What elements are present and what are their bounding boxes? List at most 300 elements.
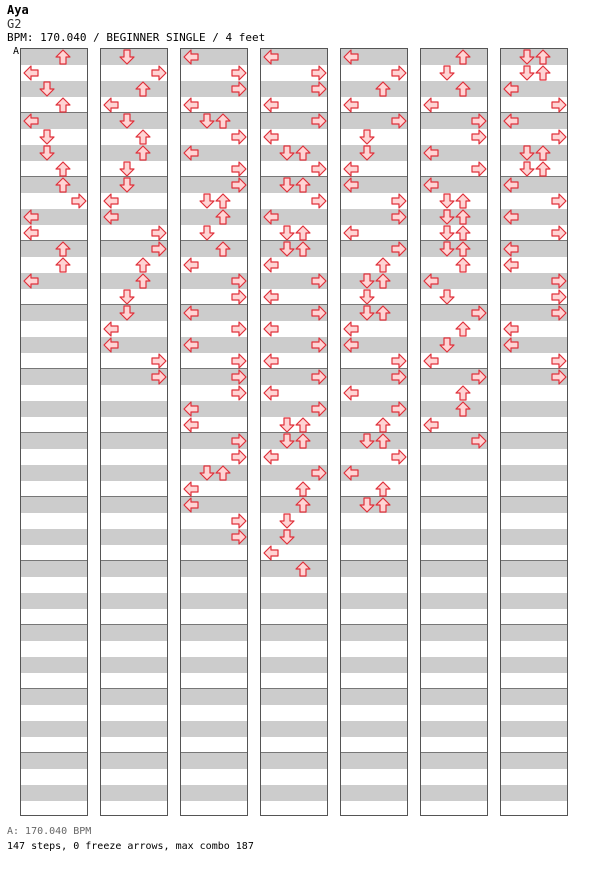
beat-band — [341, 657, 407, 673]
beat-band — [21, 785, 87, 801]
beat-band — [501, 497, 567, 513]
up-arrow-icon — [55, 161, 71, 177]
right-arrow-icon — [471, 113, 487, 129]
beat-band — [101, 433, 167, 449]
left-arrow-icon — [343, 161, 359, 177]
beat-band — [421, 721, 487, 737]
left-arrow-icon — [263, 49, 279, 65]
up-arrow-icon — [455, 401, 471, 417]
left-arrow-icon — [343, 465, 359, 481]
left-arrow-icon — [343, 49, 359, 65]
beat-band — [341, 689, 407, 705]
up-arrow-icon — [135, 129, 151, 145]
down-arrow-icon — [119, 49, 135, 65]
up-arrow-icon — [215, 193, 231, 209]
measure-line — [421, 688, 487, 689]
up-arrow-icon — [55, 97, 71, 113]
measure-line — [101, 624, 167, 625]
step-stats: 147 steps, 0 freeze arrows, max combo 187 — [7, 841, 254, 852]
right-arrow-icon — [551, 305, 567, 321]
left-arrow-icon — [503, 81, 519, 97]
left-arrow-icon — [263, 209, 279, 225]
up-arrow-icon — [455, 241, 471, 257]
beat-band — [181, 689, 247, 705]
measure-line — [261, 688, 327, 689]
beat-band — [261, 561, 327, 577]
beat-band — [101, 593, 167, 609]
beat-band — [21, 369, 87, 385]
right-arrow-icon — [311, 65, 327, 81]
down-arrow-icon — [439, 65, 455, 81]
beat-band — [21, 497, 87, 513]
up-arrow-icon — [375, 481, 391, 497]
down-arrow-icon — [359, 273, 375, 289]
beat-band — [501, 753, 567, 769]
left-arrow-icon — [263, 289, 279, 305]
down-arrow-icon — [359, 145, 375, 161]
measure-line — [261, 496, 327, 497]
up-arrow-icon — [215, 465, 231, 481]
up-arrow-icon — [295, 177, 311, 193]
up-arrow-icon — [455, 225, 471, 241]
right-arrow-icon — [311, 369, 327, 385]
beat-band — [101, 273, 167, 289]
right-arrow-icon — [391, 209, 407, 225]
right-arrow-icon — [151, 241, 167, 257]
right-arrow-icon — [391, 241, 407, 257]
down-arrow-icon — [199, 225, 215, 241]
beat-band — [421, 401, 487, 417]
right-arrow-icon — [471, 305, 487, 321]
left-arrow-icon — [23, 113, 39, 129]
up-arrow-icon — [55, 177, 71, 193]
beat-band — [181, 241, 247, 257]
measure-line — [21, 176, 87, 177]
down-arrow-icon — [519, 65, 535, 81]
right-arrow-icon — [391, 193, 407, 209]
left-arrow-icon — [183, 305, 199, 321]
measure-line — [341, 688, 407, 689]
right-arrow-icon — [391, 353, 407, 369]
left-arrow-icon — [263, 321, 279, 337]
down-arrow-icon — [279, 145, 295, 161]
beat-band — [21, 529, 87, 545]
right-arrow-icon — [311, 305, 327, 321]
up-arrow-icon — [455, 257, 471, 273]
right-arrow-icon — [391, 369, 407, 385]
right-arrow-icon — [311, 465, 327, 481]
beat-band — [181, 625, 247, 641]
left-arrow-icon — [23, 225, 39, 241]
left-arrow-icon — [263, 257, 279, 273]
right-arrow-icon — [311, 401, 327, 417]
measure-line — [501, 752, 567, 753]
measure-line — [501, 432, 567, 433]
beat-band — [501, 593, 567, 609]
left-arrow-icon — [183, 257, 199, 273]
down-arrow-icon — [439, 289, 455, 305]
left-arrow-icon — [503, 113, 519, 129]
left-arrow-icon — [263, 545, 279, 561]
beat-band — [101, 529, 167, 545]
left-arrow-icon — [423, 97, 439, 113]
measure-line — [181, 688, 247, 689]
left-arrow-icon — [263, 385, 279, 401]
down-arrow-icon — [199, 193, 215, 209]
bpm-summary: A: 170.040 BPM — [7, 826, 92, 837]
down-arrow-icon — [359, 289, 375, 305]
left-arrow-icon — [103, 209, 119, 225]
measure-line — [21, 432, 87, 433]
beat-band — [101, 721, 167, 737]
up-arrow-icon — [375, 81, 391, 97]
beat-band — [101, 625, 167, 641]
up-arrow-icon — [135, 145, 151, 161]
chart-column-3 — [180, 48, 248, 816]
right-arrow-icon — [551, 273, 567, 289]
up-arrow-icon — [55, 49, 71, 65]
beat-band — [101, 465, 167, 481]
left-arrow-icon — [423, 145, 439, 161]
beat-band — [421, 561, 487, 577]
right-arrow-icon — [391, 113, 407, 129]
chart-footer — [7, 824, 254, 854]
up-arrow-icon — [455, 81, 471, 97]
right-arrow-icon — [471, 369, 487, 385]
up-arrow-icon — [455, 49, 471, 65]
bpm-marker-label: A — [13, 46, 20, 57]
left-arrow-icon — [183, 97, 199, 113]
beat-band — [501, 625, 567, 641]
beat-band — [421, 465, 487, 481]
right-arrow-icon — [151, 369, 167, 385]
right-arrow-icon — [231, 161, 247, 177]
artist-name: Aya — [7, 3, 29, 17]
up-arrow-icon — [215, 209, 231, 225]
up-arrow-icon — [215, 241, 231, 257]
right-arrow-icon — [231, 321, 247, 337]
left-arrow-icon — [263, 97, 279, 113]
up-arrow-icon — [455, 209, 471, 225]
beat-band — [21, 753, 87, 769]
beat-band — [421, 81, 487, 97]
measure-line — [421, 752, 487, 753]
right-arrow-icon — [391, 401, 407, 417]
beat-band — [21, 593, 87, 609]
left-arrow-icon — [183, 497, 199, 513]
beat-band — [101, 497, 167, 513]
down-arrow-icon — [359, 129, 375, 145]
measure-line — [21, 368, 87, 369]
beat-band — [421, 49, 487, 65]
beat-band — [341, 81, 407, 97]
chart-info: BPM: 170.040 / BEGINNER SINGLE / 4 feet — [7, 31, 266, 44]
measure-line — [181, 752, 247, 753]
right-arrow-icon — [151, 65, 167, 81]
right-arrow-icon — [231, 433, 247, 449]
down-arrow-icon — [279, 433, 295, 449]
left-arrow-icon — [263, 353, 279, 369]
beat-band — [181, 593, 247, 609]
right-arrow-icon — [231, 385, 247, 401]
chart-column-1 — [20, 48, 88, 816]
left-arrow-icon — [343, 337, 359, 353]
right-arrow-icon — [551, 289, 567, 305]
left-arrow-icon — [503, 209, 519, 225]
down-arrow-icon — [439, 241, 455, 257]
beat-band — [261, 753, 327, 769]
left-arrow-icon — [263, 449, 279, 465]
left-arrow-icon — [183, 417, 199, 433]
beat-band — [21, 625, 87, 641]
beat-band — [261, 785, 327, 801]
down-arrow-icon — [519, 49, 535, 65]
measure-line — [421, 624, 487, 625]
up-arrow-icon — [135, 273, 151, 289]
down-arrow-icon — [439, 225, 455, 241]
left-arrow-icon — [423, 353, 439, 369]
measure-line — [341, 752, 407, 753]
down-arrow-icon — [439, 193, 455, 209]
down-arrow-icon — [119, 289, 135, 305]
down-arrow-icon — [279, 513, 295, 529]
beat-band — [341, 561, 407, 577]
down-arrow-icon — [439, 337, 455, 353]
measure-line — [501, 560, 567, 561]
measure-line — [21, 560, 87, 561]
up-arrow-icon — [535, 145, 551, 161]
left-arrow-icon — [183, 145, 199, 161]
left-arrow-icon — [23, 209, 39, 225]
beat-band — [21, 721, 87, 737]
beat-band — [21, 177, 87, 193]
left-arrow-icon — [343, 385, 359, 401]
up-arrow-icon — [55, 241, 71, 257]
up-arrow-icon — [455, 321, 471, 337]
beat-band — [421, 625, 487, 641]
right-arrow-icon — [71, 193, 87, 209]
measure-line — [101, 560, 167, 561]
beat-band — [501, 401, 567, 417]
right-arrow-icon — [551, 129, 567, 145]
beat-band — [261, 721, 327, 737]
left-arrow-icon — [183, 337, 199, 353]
measure-line — [421, 496, 487, 497]
right-arrow-icon — [551, 225, 567, 241]
beat-band — [21, 305, 87, 321]
right-arrow-icon — [231, 289, 247, 305]
left-arrow-icon — [183, 49, 199, 65]
beat-band — [101, 785, 167, 801]
beat-band — [101, 561, 167, 577]
right-arrow-icon — [551, 193, 567, 209]
left-arrow-icon — [503, 321, 519, 337]
beat-band — [501, 721, 567, 737]
measure-line — [181, 624, 247, 625]
left-arrow-icon — [343, 321, 359, 337]
beat-band — [21, 49, 87, 65]
beat-band — [181, 561, 247, 577]
left-arrow-icon — [503, 241, 519, 257]
down-arrow-icon — [39, 81, 55, 97]
left-arrow-icon — [503, 337, 519, 353]
right-arrow-icon — [551, 353, 567, 369]
up-arrow-icon — [535, 161, 551, 177]
down-arrow-icon — [519, 145, 535, 161]
measure-line — [101, 752, 167, 753]
beat-band — [101, 689, 167, 705]
right-arrow-icon — [311, 81, 327, 97]
left-arrow-icon — [423, 177, 439, 193]
measure-line — [21, 752, 87, 753]
up-arrow-icon — [295, 241, 311, 257]
beat-band — [181, 785, 247, 801]
left-arrow-icon — [343, 97, 359, 113]
right-arrow-icon — [231, 369, 247, 385]
difficulty-title: G2 — [7, 17, 22, 31]
beat-band — [261, 497, 327, 513]
down-arrow-icon — [279, 529, 295, 545]
up-arrow-icon — [215, 113, 231, 129]
chart-column-4 — [260, 48, 328, 816]
measure-line — [21, 304, 87, 305]
beat-band — [21, 241, 87, 257]
right-arrow-icon — [231, 513, 247, 529]
beat-band — [501, 785, 567, 801]
right-arrow-icon — [231, 529, 247, 545]
chart-column-2 — [100, 48, 168, 816]
beat-band — [501, 689, 567, 705]
up-arrow-icon — [295, 497, 311, 513]
down-arrow-icon — [519, 161, 535, 177]
right-arrow-icon — [151, 225, 167, 241]
down-arrow-icon — [279, 241, 295, 257]
measure-line — [421, 560, 487, 561]
right-arrow-icon — [311, 337, 327, 353]
beat-band — [261, 593, 327, 609]
beat-band — [341, 529, 407, 545]
right-arrow-icon — [471, 161, 487, 177]
beat-band — [101, 81, 167, 97]
right-arrow-icon — [391, 65, 407, 81]
beat-band — [421, 529, 487, 545]
up-arrow-icon — [535, 49, 551, 65]
beat-band — [341, 753, 407, 769]
right-arrow-icon — [231, 81, 247, 97]
up-arrow-icon — [455, 385, 471, 401]
right-arrow-icon — [231, 129, 247, 145]
measure-line — [341, 624, 407, 625]
beat-band — [501, 433, 567, 449]
left-arrow-icon — [103, 337, 119, 353]
down-arrow-icon — [199, 465, 215, 481]
right-arrow-icon — [311, 193, 327, 209]
up-arrow-icon — [375, 497, 391, 513]
beat-band — [501, 561, 567, 577]
beat-band — [421, 753, 487, 769]
measure-line — [21, 688, 87, 689]
down-arrow-icon — [279, 225, 295, 241]
left-arrow-icon — [423, 273, 439, 289]
beat-band — [181, 753, 247, 769]
measure-line — [101, 496, 167, 497]
beat-band — [261, 689, 327, 705]
beat-band — [21, 401, 87, 417]
left-arrow-icon — [23, 273, 39, 289]
beat-band — [21, 689, 87, 705]
down-arrow-icon — [439, 209, 455, 225]
right-arrow-icon — [391, 449, 407, 465]
up-arrow-icon — [375, 305, 391, 321]
down-arrow-icon — [39, 145, 55, 161]
beat-band — [101, 145, 167, 161]
beat-band — [101, 657, 167, 673]
beat-band — [181, 721, 247, 737]
right-arrow-icon — [151, 353, 167, 369]
left-arrow-icon — [503, 257, 519, 273]
up-arrow-icon — [135, 81, 151, 97]
up-arrow-icon — [295, 225, 311, 241]
up-arrow-icon — [375, 417, 391, 433]
down-arrow-icon — [39, 129, 55, 145]
left-arrow-icon — [343, 177, 359, 193]
left-arrow-icon — [183, 401, 199, 417]
up-arrow-icon — [135, 257, 151, 273]
up-arrow-icon — [375, 433, 391, 449]
measure-line — [181, 560, 247, 561]
left-arrow-icon — [263, 129, 279, 145]
beat-band — [421, 593, 487, 609]
down-arrow-icon — [359, 433, 375, 449]
measure-line — [341, 560, 407, 561]
left-arrow-icon — [103, 97, 119, 113]
beat-band — [421, 785, 487, 801]
chart-column-7 — [500, 48, 568, 816]
down-arrow-icon — [359, 497, 375, 513]
measure-line — [501, 688, 567, 689]
up-arrow-icon — [295, 561, 311, 577]
right-arrow-icon — [231, 449, 247, 465]
beat-band — [501, 657, 567, 673]
beat-band — [421, 657, 487, 673]
right-arrow-icon — [311, 113, 327, 129]
left-arrow-icon — [423, 417, 439, 433]
measure-line — [501, 496, 567, 497]
measure-line — [261, 752, 327, 753]
measure-line — [21, 496, 87, 497]
right-arrow-icon — [551, 97, 567, 113]
beat-band — [421, 497, 487, 513]
left-arrow-icon — [103, 193, 119, 209]
down-arrow-icon — [199, 113, 215, 129]
right-arrow-icon — [471, 433, 487, 449]
beat-band — [21, 561, 87, 577]
up-arrow-icon — [375, 273, 391, 289]
measure-line — [101, 688, 167, 689]
beat-band — [21, 433, 87, 449]
beat-band — [181, 657, 247, 673]
right-arrow-icon — [231, 273, 247, 289]
up-arrow-icon — [455, 193, 471, 209]
measure-line — [21, 624, 87, 625]
left-arrow-icon — [23, 65, 39, 81]
beat-band — [101, 753, 167, 769]
beat-band — [501, 529, 567, 545]
right-arrow-icon — [231, 177, 247, 193]
right-arrow-icon — [551, 369, 567, 385]
right-arrow-icon — [471, 129, 487, 145]
left-arrow-icon — [343, 225, 359, 241]
